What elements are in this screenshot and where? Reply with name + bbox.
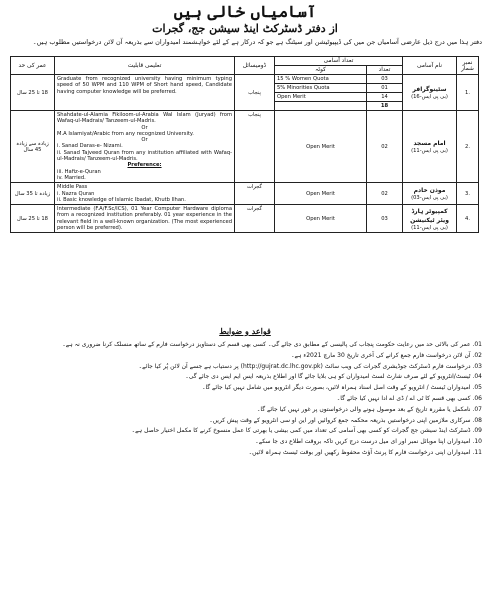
table-header-row [11, 57, 479, 66]
domicile-cell: پنجاب [235, 111, 275, 183]
qualification-line: Or [141, 124, 148, 131]
qualification-line: ii. Sanad Tajveed Quran from any institution affiliated with Wafaq-ul-Madrais/ Tanzeem-ul-Madris. [57, 149, 232, 163]
age-cell: زیادہ سے زیادہ 45 سال [11, 111, 55, 183]
post-name: کمپیوٹر ہارڈ ویئر ٹیکنیشن [410, 207, 449, 224]
serial-cell: 3. [457, 183, 479, 205]
qualification-line: Shahdate-ul-Alamia Fikiloom-ul-Arabia Wal Islam (Juryad) from Wafaq-ul-Madrais/ Tanzeem-ul-Madris. [57, 112, 232, 125]
rules-list [10, 340, 482, 459]
table-row [11, 205, 479, 233]
quota-cell: 5% Minorities Quota [275, 84, 367, 93]
qualification-line: ii. Basic knowledge of Islamic Ibadat, Khutb Ilhan. [57, 196, 186, 203]
vacancy-table [10, 56, 479, 233]
total-count-cell: 18 [367, 102, 403, 111]
serial-cell: 2. [457, 111, 479, 183]
post-scale: (بی پی ایس-16) [411, 94, 448, 100]
preference-line: iv. Married. [57, 174, 86, 181]
post-scale: (بی پی ایس-11) [411, 224, 448, 231]
header-age: عمر کی حد [11, 57, 55, 75]
quota-cell: 15 % Women Quota [275, 75, 367, 84]
count-cell: 02 [367, 183, 403, 205]
rule-item: 09. ڈسٹرکٹ اینڈ سیشن جج گجرات کو کسی بھی آسامی کی تعداد میں کمی بیشی یا بھرتی کا عمل منسوخ کرنے کا مکمل اختیار حاصل ہے۔ [131, 427, 482, 435]
qualification-cell [55, 205, 235, 233]
rule-item: 04. ٹیسٹ/انٹرویو کے لئے صرف شارٹ لسٹ امیدواران کو ہی بلایا جائے گا اور اطلاع بذریعہ ایس ایم ایس دی جائے گی۔ [185, 373, 482, 381]
page-title: آسامیاں خالی ہیں [173, 2, 317, 21]
header-vacancies: تعداد آسامی [275, 57, 403, 66]
header-count: تعداد [367, 66, 403, 75]
header-post: نام آسامی [403, 57, 457, 75]
post-cell [403, 183, 457, 205]
preference-line: iii. Hafiz-e-Quran [57, 168, 101, 175]
age-cell: 18 تا 25 سال [11, 205, 55, 233]
table-row [11, 111, 479, 183]
qualification-line: i. Nazra Quran [57, 190, 95, 197]
post-cell [403, 111, 457, 183]
table-row [11, 183, 479, 205]
count-cell: 03 [367, 205, 403, 233]
post-scale: (بی پی ایس-11) [411, 148, 448, 155]
rule-item: 11. امیدواران اپنی درخواست فارم کا پرنٹ آؤٹ محفوظ رکھیں اور بوقت ٹیسٹ ہمراہ لائیں۔ [248, 448, 482, 456]
quota-cell: Open Merit [275, 111, 367, 183]
qualification-cell [55, 183, 235, 205]
domicile-cell: پنجاب [235, 75, 275, 111]
rule-item: 07. نامکمل یا مقررہ تاریخ کے بعد موصول ہونے والی درخواستوں پر غور نہیں کیا جائے گا۔ [256, 405, 482, 413]
rule-item: 02. آن لائن درخواست فارم جمع کرانے کی آخری تاریخ 30 مارچ 2021ء ہے۔ [290, 351, 482, 359]
rule-item: 03. درخواست فارم ڈسٹرکٹ جوڈیشری گجرات کی ویب سائٹ (http://gujrat.dc.lhc.gov.pk) پر دستیاب ہے جسے آن لائن پُر کیا جائے۔ [138, 362, 482, 370]
header-serial: نمبر شمار [457, 57, 479, 75]
post-name: سٹینوگرافر [412, 86, 447, 93]
serial-cell: 1. [457, 75, 479, 111]
table-row [11, 75, 479, 84]
office-subtitle: از دفتر ڈسٹرکٹ اینڈ سیشن جج، گجرات [152, 22, 338, 35]
rule-item: 01. عمر کی بالائی حد میں رعایت حکومت پنجاب کی پالیسی کے مطابق دی جائے گی۔ کسی بھی قسم کی دستاویز درخواست فارم کے ساتھ منسلک کرنا ضروری نہ ہے۔ [62, 341, 482, 348]
quota-cell-empty [275, 102, 367, 111]
quota-cell: Open Merit [275, 183, 367, 205]
qualification-line: Graduate from recognized university having minimum typing speed of 50 WPM and 110 WPM of Short hand speed, Candidate having computer knowledge will be preferred. [57, 76, 232, 95]
rule-item: 10. امیدواران اپنا موبائل نمبر اور ای میل درست درج کریں تاکہ بروقت اطلاع دی جا سکے۔ [255, 438, 482, 446]
qualification-line: i. Sanad Daras-e- Nizami. [57, 143, 123, 150]
age-cell: زیادہ تا 35 سال [11, 183, 55, 205]
post-name: امام مسجد [413, 140, 446, 148]
rule-item: 08. سرکاری ملازمین اپنی درخواستیں بذریعہ محکمہ جمع کروائیں اور این او سی انٹرویو کے وقت پیش کریں۔ [209, 416, 482, 424]
header-quota: کوٹہ [275, 66, 367, 75]
count-cell: 03 [367, 75, 403, 84]
count-cell: 01 [367, 84, 403, 93]
post-name: موذن خادم [413, 187, 446, 195]
qualification-line: Intermediate (F.A/F.Sc/ICS), 01 Year Computer Hardware diploma from a recognized institution preferably. 01 year experience in the relevant field in a well-known organization. (The most experienced person will be preferred). [57, 206, 232, 232]
qualification-cell [55, 75, 235, 111]
serial-cell: 4. [457, 205, 479, 233]
intro-text: دفتر ہذا میں درج ذیل عارضی آسامیاں جن میں کی ڈیپیوٹیشن اور سیٹنگ ہے جو کہ درکار ہے کے لئے خواہشمند امیدواران سے بذریعہ آن لائن درخواستیں مطلوب ہیں۔ [32, 38, 482, 46]
post-scale: (بی پی ایس-03) [411, 195, 448, 202]
age-cell: 18 تا 25 سال [11, 75, 55, 111]
preference-label: Preference: [127, 162, 162, 169]
domicile-cell: گجرات [235, 205, 275, 233]
post-cell [403, 75, 457, 111]
rule-item: 06. کسی بھی قسم کا ٹی اے / ڈی اے ادا نہیں کیا جائے گا۔ [336, 394, 482, 402]
qualification-line: Middle Pass [57, 184, 88, 191]
qualification-line: Or [141, 137, 148, 144]
quota-cell: Open Merit [275, 93, 367, 102]
count-cell: 02 [367, 111, 403, 183]
qualification-cell [55, 111, 235, 183]
rules-heading: قواعد و ضوابط [219, 326, 271, 336]
count-cell: 14 [367, 93, 403, 102]
rule-item: 05. امیدواران ٹیسٹ / انٹرویو کے وقت اصل اسناد ہمراہ لائیں، بصورت دیگر انٹرویو میں شامل نہیں کیا جائے گا۔ [201, 384, 482, 392]
post-cell [403, 205, 457, 233]
quota-cell: Open Merit [275, 205, 367, 233]
domicile-cell: گجرات [235, 183, 275, 205]
header-domicile: ڈومیسائل [235, 57, 275, 75]
header-qualification: تعلیمی قابلیت [55, 57, 235, 75]
qualification-line: M.A Islamiyat/Arabic from any recognized University. [57, 130, 194, 137]
